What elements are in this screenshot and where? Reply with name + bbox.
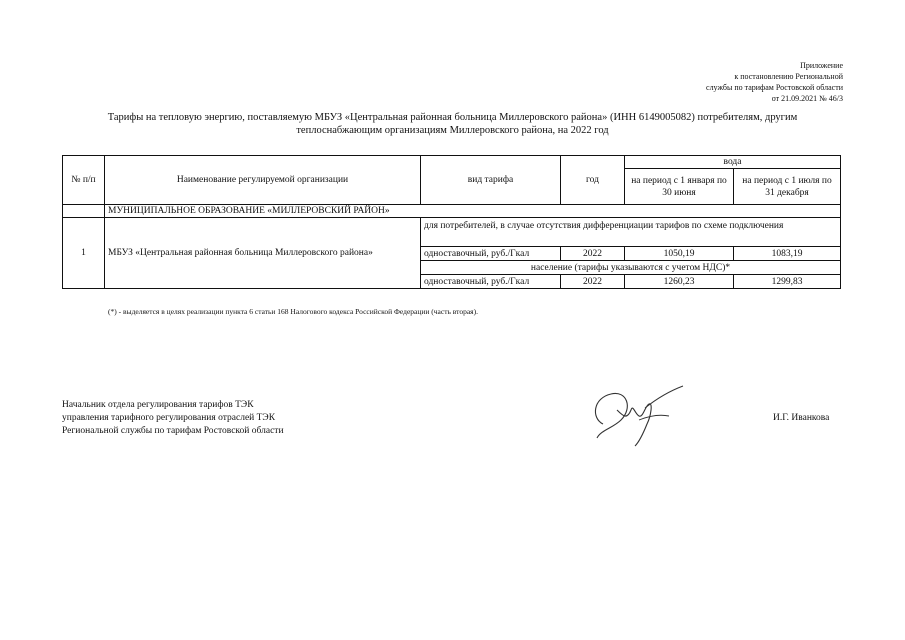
title-line-1: Тарифы на тепловую энергию, поставляемую МБУЗ «Центральная районная больница Миллеровского района» (ИНН 6149005082) потребителям, другим bbox=[107, 112, 798, 123]
consumers-tariff-type: одноставочный, руб./Гкал bbox=[421, 247, 561, 261]
municipality-empty-cell bbox=[63, 205, 105, 218]
table-header-row bbox=[63, 156, 841, 169]
footnote: (*) - выделяется в целях реализации пункта 6 статьи 168 Налогового кодекса Российской Федерации (часть вторая). bbox=[108, 307, 478, 316]
consumers-period-1-value: 1050,19 bbox=[625, 247, 734, 261]
title-line-2: теплоснабжающим организациям Миллеровского района, на 2022 год bbox=[296, 125, 609, 136]
population-year: 2022 bbox=[561, 275, 625, 289]
header-number: № п/п bbox=[63, 156, 105, 205]
header-period-1: на период с 1 января по 30 июня bbox=[625, 169, 734, 205]
organization-name: МБУЗ «Центральная районная больница Миллеровского района» bbox=[105, 218, 421, 289]
header-organization: Наименование регулируемой организации bbox=[105, 156, 421, 205]
header-water: вода bbox=[625, 156, 841, 169]
appendix-line-2: к постановлению Региональной bbox=[734, 72, 843, 81]
population-period-2-value: 1299,83 bbox=[734, 275, 841, 289]
signer-line-2: управления тарифного регулирования отраслей ТЭК bbox=[62, 413, 276, 423]
signer-line-1: Начальник отдела регулирования тарифов ТЭК bbox=[62, 400, 254, 410]
signer-name: И.Г. Иванкова bbox=[773, 413, 830, 423]
municipality-row bbox=[63, 205, 841, 218]
appendix-line-1: Приложение bbox=[800, 61, 843, 70]
section-population: население (тарифы указываются с учетом НДС)* bbox=[421, 261, 841, 275]
population-tariff-type: одноставочный, руб./Гкал bbox=[421, 275, 561, 289]
consumers-period-2-value: 1083,19 bbox=[734, 247, 841, 261]
population-period-1-value: 1260,23 bbox=[625, 275, 734, 289]
handwritten-signature bbox=[583, 380, 693, 450]
header-period-2: на период с 1 июля по 31 декабря bbox=[734, 169, 841, 205]
tariff-table bbox=[62, 155, 841, 289]
document-title bbox=[60, 111, 845, 137]
signer-line-3: Региональной службы по тарифам Ростовской области bbox=[62, 426, 284, 436]
appendix-block bbox=[583, 60, 843, 104]
header-year: год bbox=[561, 156, 625, 205]
appendix-line-4: от 21.09.2021 № 46/3 bbox=[771, 94, 843, 103]
header-tariff-type: вид тарифа bbox=[421, 156, 561, 205]
consumers-year: 2022 bbox=[561, 247, 625, 261]
section-consumers: для потребителей, в случае отсутствия дифференциации тарифов по схеме подключения bbox=[421, 218, 841, 247]
appendix-line-3: службы по тарифам Ростовской области bbox=[706, 83, 843, 92]
row-number: 1 bbox=[63, 218, 105, 289]
table-row bbox=[63, 218, 841, 247]
signer-position bbox=[62, 399, 284, 438]
municipality-name: МУНИЦИПАЛЬНОЕ ОБРАЗОВАНИЕ «МИЛЛЕРОВСКИЙ РАЙОН» bbox=[105, 205, 841, 218]
